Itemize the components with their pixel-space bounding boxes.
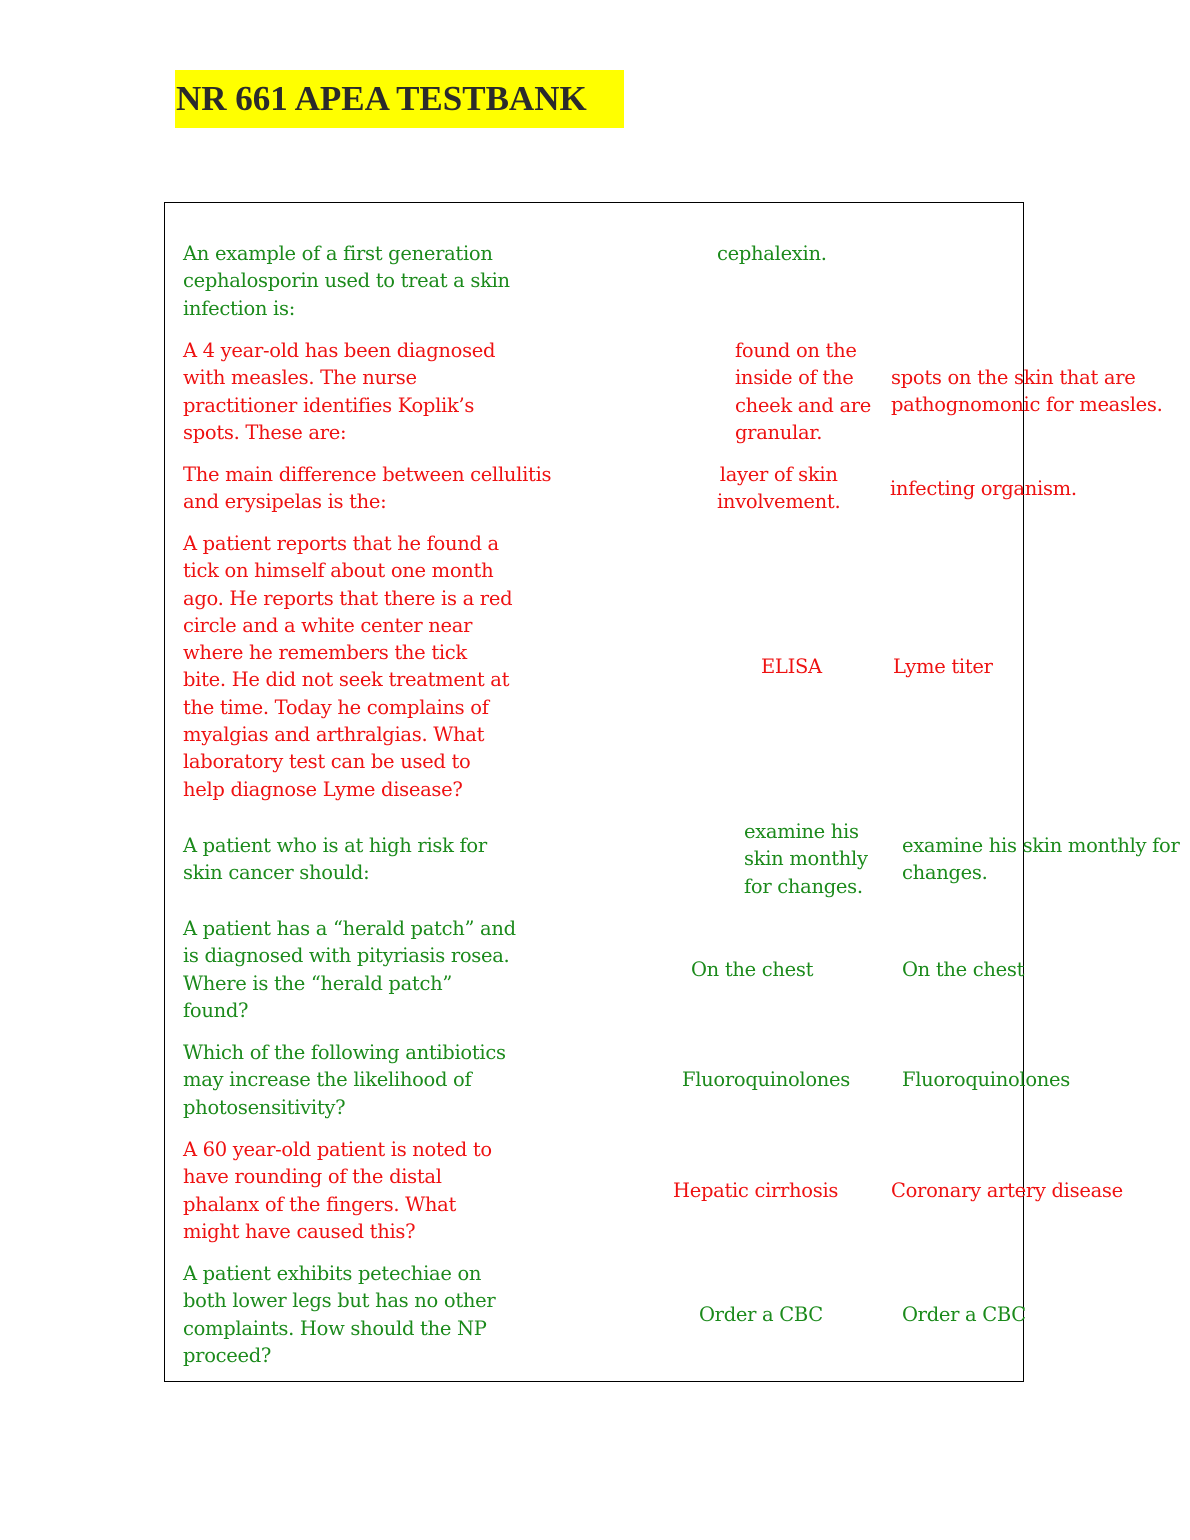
question-text: A patient who is at high risk for skin cancer should: bbox=[183, 834, 487, 885]
question-text: A 60 year-old patient is noted to have rounding of the distal phalanx of the fingers. What might have caused this? bbox=[183, 1138, 492, 1243]
response-text: spots on the skin that are pathognomonic for measles. bbox=[891, 366, 1163, 417]
question-text: A 4 year-old has been diagnosed with measles. The nurse practitioner identifies Koplik’s spots. These are: bbox=[183, 339, 496, 444]
answer-text: layer of skin involvement. bbox=[717, 463, 841, 514]
response-text: On the chest bbox=[902, 958, 1025, 981]
page-title: NR 661 APEA TESTBANK bbox=[175, 70, 624, 128]
response-text: Lyme titer bbox=[893, 655, 993, 678]
answer-text: On the chest bbox=[691, 958, 814, 981]
answer-text: found on the inside of the cheek and are granular. bbox=[735, 339, 872, 444]
response-text: Coronary artery disease bbox=[891, 1179, 1123, 1202]
question-text: Which of the following antibiotics may increase the likelihood of photosensitivity? bbox=[183, 1041, 506, 1119]
answer-text: Hepatic cirrhosis bbox=[673, 1179, 839, 1202]
response-text: infecting organism. bbox=[890, 477, 1077, 500]
question-text: The main difference between cellulitis and erysipelas is the: bbox=[183, 463, 552, 514]
answer-text: Order a CBC bbox=[699, 1303, 823, 1326]
response-text: Order a CBC bbox=[902, 1303, 1026, 1326]
answer-text: examine his skin monthly for changes. bbox=[744, 820, 868, 898]
response-text: examine his skin monthly for changes. bbox=[902, 834, 1180, 885]
question-text: A patient exhibits petechiae on both lower legs but has no other complaints. How should the NP proceed? bbox=[183, 1262, 496, 1367]
answer-text: Fluoroquinolones bbox=[682, 1068, 850, 1091]
answer-text: ELISA bbox=[761, 655, 822, 678]
response-text: Fluoroquinolones bbox=[902, 1068, 1070, 1091]
answer-text: cephalexin. bbox=[717, 242, 827, 265]
question-text: A patient has a “herald patch” and is diagnosed with pityriasis rosea. Where is the “herald patch” found? bbox=[183, 917, 516, 1022]
question-text: A patient reports that he found a tick on himself about one month ago. He reports that there is a red circle and a white center near where he remembers the tick bite. He did not seek treatment at the time. Today he complains of myalgias and arthralgias. What laboratory test can be used to help diagnose Lyme disease? bbox=[183, 532, 513, 801]
question-text: An example of a first generation cephalosporin used to treat a skin infection is: bbox=[183, 242, 510, 320]
